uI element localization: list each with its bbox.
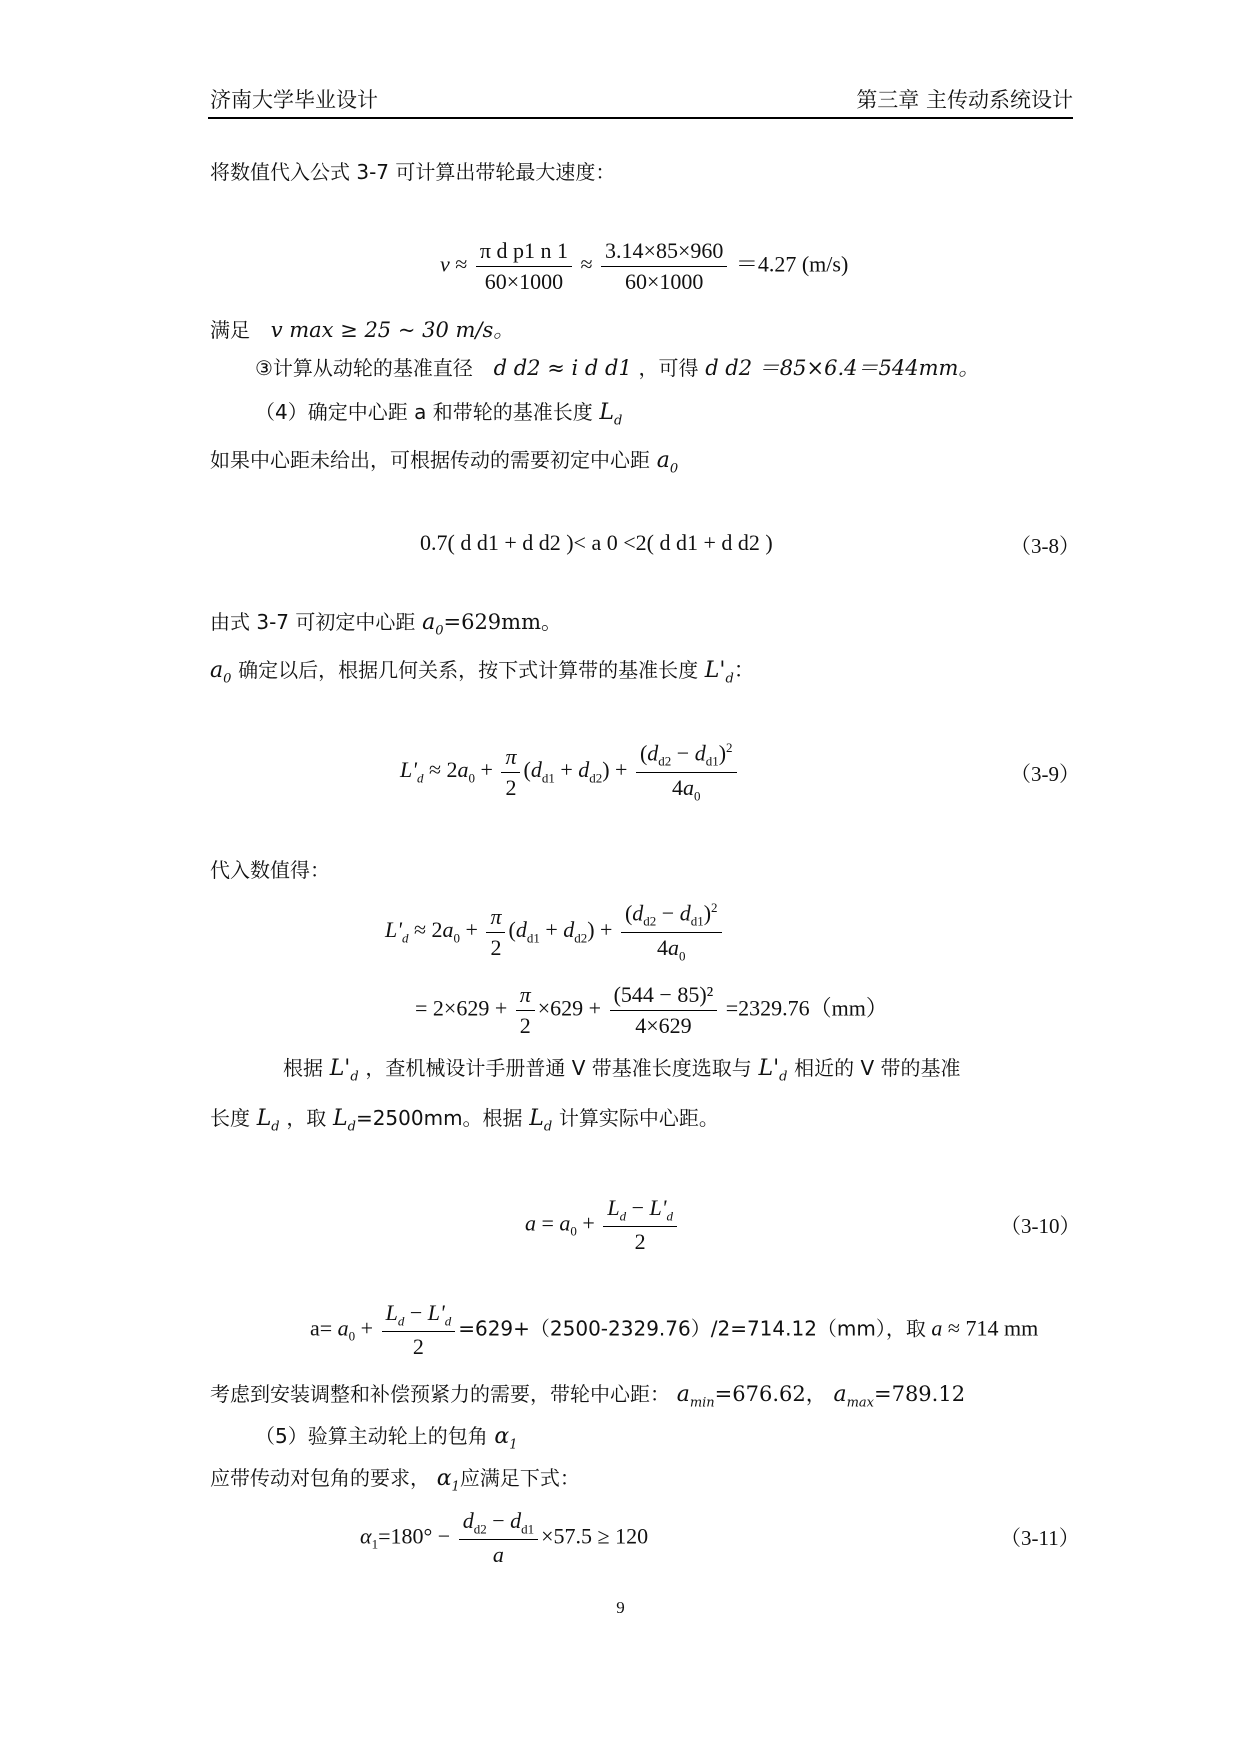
- equation-number-3-8: （3-8）: [1010, 534, 1080, 558]
- fraction-2-numerator: 3.14×85×960: [601, 238, 727, 267]
- paragraph-4-text: （4）确定中心距 a 和带轮的基准长度: [255, 400, 593, 424]
- paragraph-13: （5）验算主动轮上的包角 $\alpha_1$: [255, 1424, 518, 1453]
- paragraph-14-a: 应带传动对包角的要求，: [210, 1466, 430, 1490]
- paragraph-5: 如果中心距未给出，可根据传动的需要初定中心距 $a_0$: [210, 448, 679, 477]
- equation-substituted-result: =2329.76（mm）: [725, 995, 888, 1021]
- paragraph-9: 根据 $L'_d$ ，查机械设计手册普通 V 带基准长度选取与 $L'_d$ 相近的 V 带的基准: [283, 1056, 961, 1085]
- equation-substituted-denominator: 4×629: [635, 1013, 692, 1038]
- paragraph-10: 长度 $L_d$ ，取 $L_d=2500mm$。根据 $L_d$ 计算实际中心距。: [210, 1106, 719, 1135]
- fraction-1-numerator: π d p1 n 1: [476, 238, 572, 267]
- equation-velocity: v ≈ $\frac{\text{π d p1 n 1}}{60\times 1000}$ ≈ $\frac{3.14\times 85\times 960}{60\times 1000}$ ＝4.27 (m/s): [440, 238, 849, 294]
- equation-number-3-11: （3-11）: [1000, 1526, 1080, 1550]
- fraction-2: [601, 238, 727, 295]
- paragraph-12-b: =676.62，: [714, 1382, 827, 1406]
- paragraph-9-a: 根据: [283, 1056, 323, 1080]
- header-rule: [208, 117, 1073, 119]
- paragraph-9-c: 相近的 V 带的基准: [794, 1056, 961, 1080]
- paragraph-10-a: 长度: [210, 1106, 250, 1130]
- paragraph-4: （4）确定中心距 a 和带轮的基准长度 $L_d$: [255, 400, 623, 429]
- paragraph-14-b: 应满足下式：: [459, 1466, 580, 1490]
- paragraph-3-a: ③计算从动轮的基准直径: [255, 356, 473, 380]
- paragraph-10-c: =2500mm。根据: [355, 1106, 523, 1130]
- fraction-1-denominator: 60×1000: [484, 269, 564, 294]
- paragraph-5-text: 如果中心距未给出，可根据传动的需要初定中心距: [210, 448, 650, 472]
- paragraph-10-b: ，取: [286, 1106, 327, 1130]
- paragraph-1: 将数值代入公式 3-7 可计算出带轮最大速度：: [210, 160, 616, 184]
- equation-wrap-angle-tail: ×57.5 ≥ 120: [541, 1523, 649, 1549]
- paragraph-6-value: =629mm。: [443, 610, 562, 634]
- equation-number-3-10: （3-10）: [1000, 1214, 1081, 1238]
- paragraph-3: [255, 356, 979, 381]
- paragraph-6-text: 由式 3-7 可初定中心距: [210, 610, 416, 634]
- equation-actual-center: $a = a_0$ + $\frac{L_d - L'_d}{2}$: [525, 1195, 680, 1255]
- equation-center-computed-tail: =629+（2500-2329.76）/2=714.12（mm），取: [458, 1316, 926, 1341]
- paragraph-3-c: d d2 ＝85×6.4＝544mm。: [705, 356, 980, 380]
- equation-substituted-2: = 2×629 + $\frac{\pi}{2}$ ×629 + $\frac{\text{(544 − 85)²}}{4\times 629}$ =2329.76（mm）: [415, 982, 888, 1038]
- fraction-1: [476, 238, 572, 295]
- equation-wrap-angle: $\alpha_1=180^\circ$ − $\frac{d_{d2} - d_{d1}}{a}$ ×57.5 ≥ 120: [360, 1508, 649, 1568]
- paragraph-10-d: 计算实际中心距。: [558, 1106, 719, 1130]
- paragraph-3-b: ，可得: [638, 356, 699, 380]
- equation-substituted-numerator: (544 − 85)²: [610, 982, 718, 1011]
- equation-substituted-1: $L'_d \approx 2a_0$ + $\frac{\pi}{2}$ $(d_{d1} + d_{d2})$ + $\frac{(d_{d2} - d_{d1})^2}{4a_0}$: [385, 900, 725, 964]
- paragraph-12-a: 考虑到安装调整和补偿预紧力的需要，带轮中心距：: [210, 1382, 670, 1406]
- equation-center-range: 0.7( d d1 + d d2 )< a 0 <2( d d1 + d d2 ): [420, 530, 773, 555]
- header-left: 济南大学毕业设计: [210, 88, 378, 112]
- page-number: 9: [616, 1598, 625, 1617]
- paragraph-2-expr: v max ≥ 25 ~ 30 m/s。: [270, 318, 515, 342]
- paragraph-2: [210, 318, 514, 343]
- paragraph-12: 考虑到安装调整和补偿预紧力的需要，带轮中心距： $a_{min}=676.62$， $a_{max}=789.12$: [210, 1382, 966, 1411]
- paragraph-9-b: ，查机械设计手册普通 V 带基准长度选取与: [365, 1056, 752, 1080]
- equation-velocity-result: ＝4.27 (m/s): [735, 251, 849, 277]
- paragraph-12-c: =789.12: [873, 1382, 966, 1406]
- equation-number-3-9: （3-9）: [1010, 762, 1080, 786]
- paragraph-3-expr: d d2 ≈ i d d1: [493, 356, 632, 380]
- paragraph-7: $a_0$ 确定以后，根据几何关系，按下式计算带的基准长度 $L'_d$：: [210, 658, 755, 687]
- paragraph-14: 应带传动对包角的要求， $\alpha_1$应满足下式：: [210, 1466, 580, 1495]
- equation-center-computed: $a= a_0$ + $\frac{L_d - L'_d}{2}$ =629+（2500-2329.76）/2=714.12（mm），取 a ≈ 714 mm: [310, 1300, 1039, 1360]
- fraction-2-denominator: 60×1000: [624, 269, 704, 294]
- paragraph-2-prefix: 满足: [210, 318, 250, 342]
- paragraph-13-text: （5）验算主动轮上的包角: [255, 1424, 488, 1448]
- paragraph-6: 由式 3-7 可初定中心距 $a_0=629mm$。: [210, 610, 562, 639]
- paragraph-8: 代入数值得：: [210, 858, 330, 882]
- header-right: 第三章 主传动系统设计: [856, 88, 1073, 112]
- equation-center-computed-end: 714 mm: [965, 1315, 1039, 1341]
- equation-belt-length: $L'_d \approx 2a_0$ + $\frac{\pi}{2}$ $(d_{d1} + d_{d2})$ + $\frac{(d_{d2} - d_{d1})^2}{4a_0}$: [400, 740, 740, 804]
- paragraph-7-text: 确定以后，根据几何关系，按下式计算带的基准长度: [238, 658, 699, 682]
